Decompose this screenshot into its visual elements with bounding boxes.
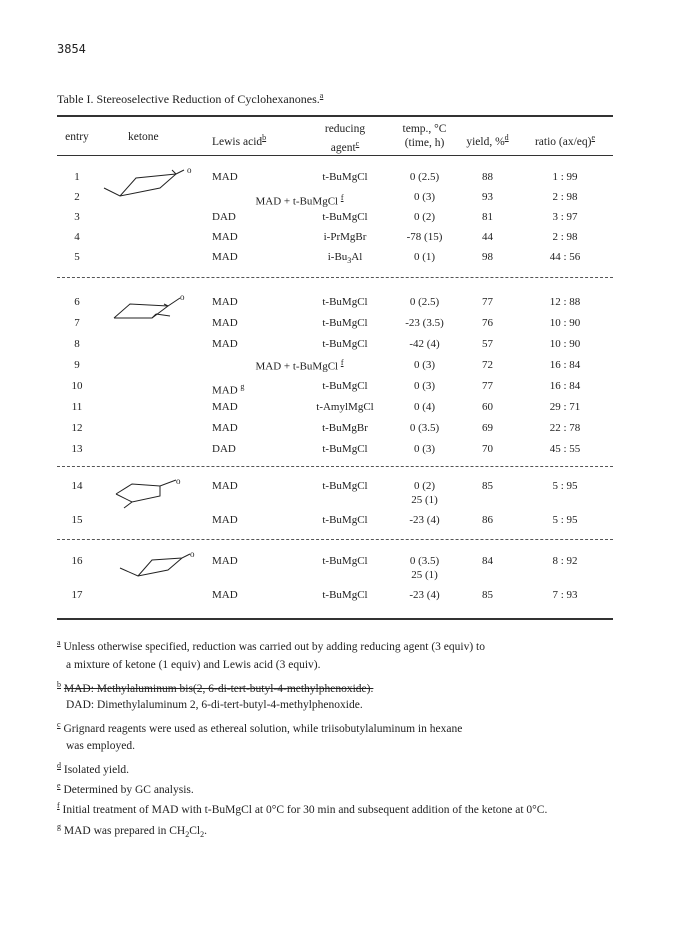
caption-text: Table I. Stereoselective Reduction of Cyclohexanones. — [57, 92, 320, 106]
ketone-structure-3 — [110, 476, 200, 516]
temp-cell: 0 (2.5) — [409, 171, 440, 183]
lewis-cell: MAD — [212, 401, 238, 413]
header-temp-2: (time, h) — [404, 137, 445, 149]
ratio-cell: 16 : 84 — [549, 380, 581, 392]
lewis-cell: MAD — [212, 555, 238, 567]
footnote-c-mark: c — [57, 720, 61, 729]
reducing-cell: i-PrMgBr — [323, 231, 367, 243]
reducing-cell: t-BuMgCl — [322, 443, 368, 455]
table-top-rule — [57, 115, 613, 117]
temp-cell: 0 (3) — [413, 443, 436, 455]
reducing-cell: t-BuMgCl — [322, 338, 368, 350]
footnote-g-tail: . — [204, 824, 207, 837]
lewis-note: g — [240, 382, 245, 391]
combined-note: f — [340, 358, 344, 367]
header-ratio-text: ratio (ax/eq) — [534, 135, 592, 148]
header-ratio — [515, 131, 615, 149]
footnote-a-mark: a — [57, 638, 61, 647]
header-ketone: ketone — [128, 131, 159, 143]
reducing-cell: t-BuMgCl — [322, 211, 368, 223]
oxygen-label-1: o — [187, 165, 192, 175]
header-entry: entry — [65, 131, 89, 143]
footnote-g-sub1: 2 — [185, 830, 190, 840]
entry-cell: 4 — [74, 231, 80, 243]
reducing-cell: t-BuMgCl — [322, 380, 368, 392]
lewis-text: MAD — [212, 384, 238, 397]
entry-cell: 10 — [71, 380, 83, 392]
entry-cell: 16 — [71, 555, 83, 567]
header-lewis-acid — [212, 131, 266, 149]
yield-cell: 77 — [482, 380, 493, 392]
oxygen-label-3: o — [176, 476, 181, 486]
temp-cell-2: 25 (1) — [411, 569, 438, 581]
ratio-cell: 10 : 90 — [549, 317, 581, 329]
ketone-structure-2 — [110, 288, 210, 328]
ratio-cell: 3 : 97 — [552, 211, 578, 223]
yield-cell: 60 — [482, 401, 493, 413]
reducing-subscript: 3 — [347, 256, 352, 266]
ratio-cell: 45 : 55 — [549, 443, 581, 455]
ratio-cell: 5 : 95 — [552, 514, 578, 526]
temp-cell: 0 (3) — [413, 380, 436, 392]
entry-cell: 15 — [71, 514, 83, 526]
yield-cell: 85 — [482, 589, 493, 601]
lewis-cell: DAD — [212, 211, 236, 223]
ratio-cell: 7 : 93 — [552, 589, 578, 601]
yield-cell: 88 — [482, 171, 493, 183]
header-reducing-2-text: agent — [330, 141, 356, 154]
temp-cell: -42 (4) — [409, 338, 440, 350]
temp-cell: -23 (4) — [409, 589, 440, 601]
reducing-cell: t-BuMgCl — [322, 589, 368, 601]
lewis-cell: MAD — [212, 251, 238, 263]
footnote-d — [57, 759, 129, 777]
footnote-b-mark: b — [57, 680, 61, 689]
yield-cell: 69 — [482, 422, 493, 434]
ratio-cell: 29 : 71 — [549, 401, 581, 413]
entry-cell: 2 — [74, 191, 80, 203]
footnote-c-cont: was employed. — [66, 740, 135, 752]
header-yield-text: yield, % — [466, 135, 505, 148]
lewis-cell: MAD — [212, 338, 238, 350]
temp-cell: -23 (4) — [409, 514, 440, 526]
temp-cell: 0 (3.5) — [409, 555, 440, 567]
entry-cell: 14 — [71, 480, 83, 492]
ratio-cell: 1 : 99 — [552, 171, 578, 183]
header-rule — [57, 155, 613, 156]
ratio-cell: 2 : 98 — [552, 191, 578, 203]
footnote-g — [57, 820, 207, 842]
footnote-g-mid: Cl — [189, 824, 201, 837]
header-reducing-1: reducing — [324, 123, 366, 135]
caption-note: a — [319, 91, 324, 100]
footnote-b-cont: DAD: Dimethylaluminum 2, 6-di-tert-butyl-4-methylphenoxide. — [66, 699, 363, 711]
yield-cell: 85 — [482, 480, 493, 492]
reducing-cell: t-AmylMgCl — [316, 401, 374, 413]
temp-cell: 0 (3) — [413, 191, 436, 203]
oxygen-label-4: o — [190, 550, 195, 559]
ratio-cell: 12 : 88 — [549, 296, 581, 308]
lewis-cell: MAD — [212, 317, 238, 329]
header-temp-1: temp., °C — [402, 123, 447, 135]
header-reducing-note: c — [355, 139, 360, 148]
ratio-cell: 5 : 95 — [552, 480, 578, 492]
lewis-cell — [212, 380, 244, 398]
ratio-cell: 22 : 78 — [549, 422, 581, 434]
combined-text: MAD + t-BuMgCl — [255, 360, 339, 373]
yield-cell: 70 — [482, 443, 493, 455]
footnote-f-mark: f — [57, 801, 60, 810]
temp-cell: 0 (2) — [413, 480, 436, 492]
header-yield — [460, 131, 515, 149]
header-lewis-acid-text: Lewis acid — [212, 135, 263, 148]
footnote-a-line1: Unless otherwise specified, reduction was carried out by adding reducing agent (3 equiv) to — [63, 640, 485, 653]
reducing-main: i-Bu — [327, 251, 348, 263]
yield-cell: 84 — [482, 555, 493, 567]
reducing-cell — [305, 251, 385, 267]
temp-cell: -23 (3.5) — [405, 317, 444, 329]
yield-cell: 72 — [482, 359, 493, 371]
lewis-cell: MAD — [212, 480, 238, 492]
entry-cell: 9 — [74, 359, 80, 371]
footnote-c — [57, 718, 462, 736]
reducing-cell: t-BuMgCl — [322, 514, 368, 526]
entry-cell: 6 — [74, 296, 80, 308]
lewis-cell: MAD — [212, 171, 238, 183]
header-lewis-note: b — [262, 133, 267, 142]
page-number: 3854 — [57, 42, 86, 56]
combined-cell — [212, 191, 387, 209]
footnote-g-main: MAD was prepared in CH — [63, 824, 186, 837]
yield-cell: 77 — [482, 296, 493, 308]
ratio-cell: 2 : 98 — [552, 231, 578, 243]
footnote-f-line: Initial treatment of MAD with t-BuMgCl at 0°C for 30 min and subsequent addition of the ketone at 0°C. — [62, 803, 548, 816]
reducing-cell: t-BuMgCl — [322, 555, 368, 567]
temp-cell: 0 (2.5) — [409, 296, 440, 308]
footnote-a-cont: a mixture of ketone (1 equiv) and Lewis acid (3 equiv). — [66, 659, 321, 671]
yield-cell: 93 — [482, 191, 493, 203]
lewis-cell: MAD — [212, 514, 238, 526]
lewis-cell: DAD — [212, 443, 236, 455]
ratio-cell: 44 : 56 — [549, 251, 581, 263]
entry-cell: 3 — [74, 211, 80, 223]
lewis-cell: MAD — [212, 231, 238, 243]
reducing-cell: t-BuMgCl — [322, 296, 368, 308]
footnote-b-line1: MAD: Methylaluminum bis(2, 6-di-tert-butyl-4-methylphenoxide). — [63, 682, 374, 695]
temp-cell: 0 (2) — [413, 211, 436, 223]
table-caption — [57, 91, 323, 107]
entry-cell: 8 — [74, 338, 80, 350]
reducing-cell: t-BuMgCl — [322, 480, 368, 492]
header-ratio-note: e — [591, 133, 596, 142]
ketone-structure-1 — [88, 164, 208, 204]
ketone-structure-4 — [102, 550, 202, 584]
footnote-e-mark: e — [57, 781, 61, 790]
yield-cell: 44 — [482, 231, 493, 243]
temp-cell: 0 (4) — [413, 401, 436, 413]
reducing-tail: Al — [351, 251, 363, 263]
reducing-cell: t-BuMgCl — [322, 317, 368, 329]
footnote-f — [57, 799, 547, 817]
yield-cell: 81 — [482, 211, 493, 223]
entry-cell: 17 — [71, 589, 83, 601]
row-group-divider-1 — [57, 277, 613, 278]
temp-cell: 0 (3) — [413, 359, 436, 371]
entry-cell: 12 — [71, 422, 83, 434]
combined-note: f — [340, 193, 344, 202]
footnote-b — [57, 678, 373, 696]
yield-cell: 98 — [482, 251, 493, 263]
entry-cell: 5 — [74, 251, 80, 263]
entry-cell: 1 — [74, 171, 80, 183]
row-group-divider-3 — [57, 539, 613, 540]
oxygen-label-2: o — [180, 292, 185, 302]
lewis-cell: MAD — [212, 422, 238, 434]
entry-cell: 13 — [71, 443, 83, 455]
ratio-cell: 16 : 84 — [549, 359, 581, 371]
footnote-e — [57, 779, 194, 797]
footnote-c-line1: Grignard reagents were used as ethereal solution, while triisobutylaluminum in hexane — [63, 722, 463, 735]
yield-cell: 57 — [482, 338, 493, 350]
footnote-g-sub2: 2 — [200, 830, 205, 840]
entry-cell: 7 — [74, 317, 80, 329]
reducing-cell: t-BuMgBr — [322, 422, 368, 434]
footnote-a — [57, 636, 485, 654]
temp-cell: 0 (3.5) — [409, 422, 440, 434]
yield-cell: 76 — [482, 317, 493, 329]
entry-cell: 11 — [71, 401, 83, 413]
header-yield-note: d — [504, 133, 509, 142]
footnote-e-line: Determined by GC analysis. — [63, 783, 194, 796]
temp-cell-2: 25 (1) — [411, 494, 438, 506]
reducing-cell: t-BuMgCl — [322, 171, 368, 183]
ratio-cell: 8 : 92 — [552, 555, 578, 567]
lewis-cell: MAD — [212, 589, 238, 601]
combined-text: MAD + t-BuMgCl — [255, 195, 339, 208]
ratio-cell: 10 : 90 — [549, 338, 581, 350]
table-bottom-rule — [57, 618, 613, 620]
header-reducing-2 — [305, 137, 385, 155]
footnote-g-mark: g — [57, 822, 61, 831]
temp-cell: -78 (15) — [406, 231, 443, 243]
yield-cell: 86 — [482, 514, 493, 526]
footnote-d-mark: d — [57, 761, 61, 770]
row-group-divider-2 — [57, 466, 613, 467]
lewis-cell: MAD — [212, 296, 238, 308]
combined-cell — [212, 356, 387, 374]
temp-cell: 0 (1) — [413, 251, 436, 263]
footnote-d-line: Isolated yield. — [63, 763, 130, 776]
